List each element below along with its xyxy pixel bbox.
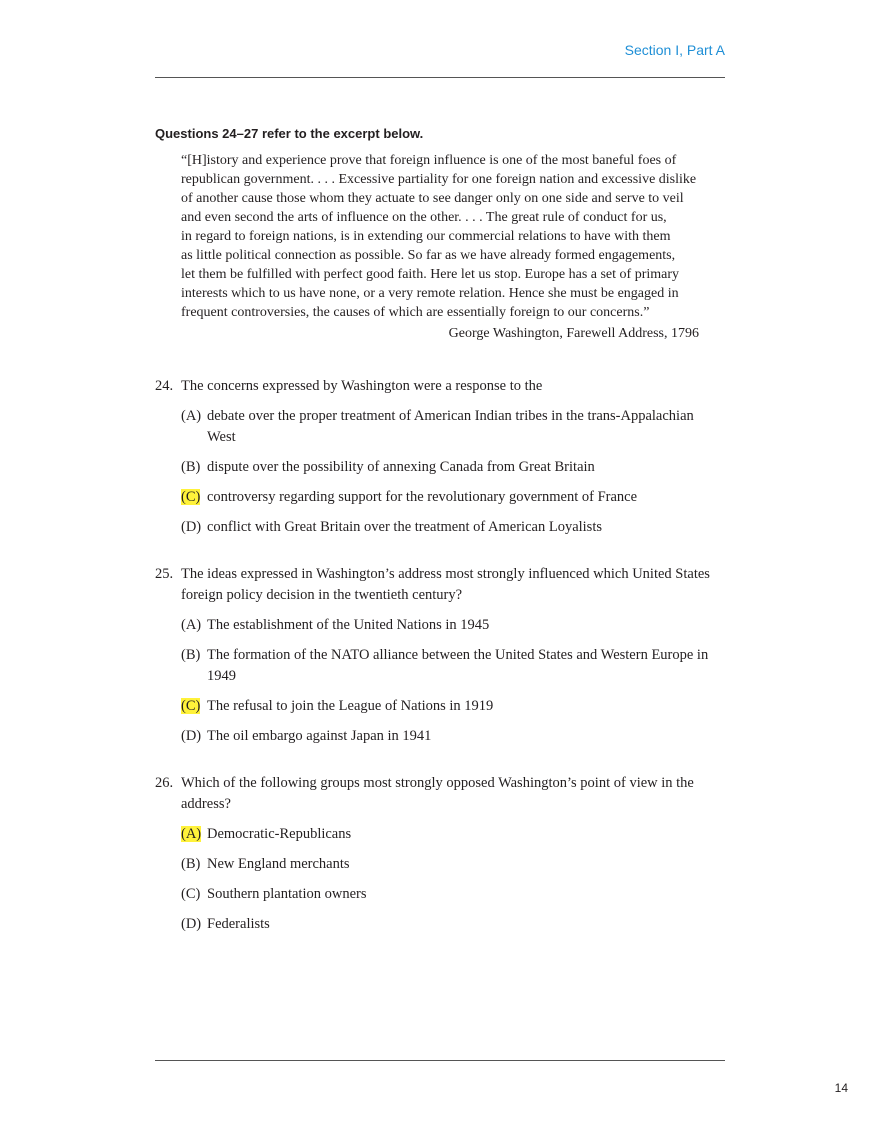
- option-letter: (B): [181, 647, 201, 663]
- question-stem: The concerns expressed by Washington were a response to the: [181, 378, 543, 394]
- answer-options: [155, 406, 715, 538]
- answer-option-a[interactable]: [181, 824, 715, 845]
- answer-option-d[interactable]: [181, 517, 715, 538]
- excerpt-line: frequent controversies, the causes of which are essentially foreign to our concerns.”: [181, 305, 650, 320]
- option-text: The formation of the NATO alliance between the United States and Western Europe in 1949: [207, 647, 709, 684]
- excerpt-line: and even second the arts of influence on the other. . . . The great rule of conduct for us,: [181, 210, 667, 225]
- question-24: [155, 376, 715, 547]
- answer-option-c[interactable]: [181, 884, 715, 905]
- option-text: dispute over the possibility of annexing Canada from Great Britain: [207, 459, 595, 475]
- excerpt-line: as little political connection as possible. So far as we have already formed engagements,: [181, 248, 676, 263]
- answer-option-b[interactable]: [181, 457, 715, 478]
- answer-option-b[interactable]: [181, 854, 715, 875]
- option-text: The oil embargo against Japan in 1941: [207, 728, 432, 744]
- page-number: 14: [834, 1081, 848, 1095]
- option-letter: (A): [181, 617, 202, 633]
- footer-divider: [155, 1060, 725, 1061]
- option-letter: (B): [181, 459, 201, 475]
- excerpt-line: in regard to foreign nations, is in extending our commercial relations to have with them: [181, 229, 671, 244]
- passage-intro: Questions 24–27 refer to the excerpt below.: [155, 126, 424, 141]
- section-label: Section I, Part A: [624, 42, 725, 58]
- option-text: Southern plantation owners: [207, 886, 367, 902]
- option-text: Federalists: [207, 916, 270, 932]
- option-text: Democratic-Republicans: [207, 826, 352, 842]
- option-letter: (A): [181, 408, 202, 424]
- option-letter: (B): [181, 856, 201, 872]
- excerpt-line: “[H]istory and experience prove that foreign influence is one of the most baneful foes of: [181, 153, 677, 168]
- answer-option-c[interactable]: [181, 487, 715, 508]
- answer-option-c[interactable]: [181, 696, 715, 717]
- answer-options: [155, 824, 715, 935]
- option-letter: (D): [181, 916, 202, 932]
- question-stem: The ideas expressed in Washington’s address most strongly influenced which United States foreign policy decision in the twentieth century?: [181, 566, 710, 603]
- excerpt-line: of another cause those whom they actuate to see danger only on one side and serve to veil: [181, 191, 684, 206]
- answer-option-b[interactable]: [181, 645, 715, 687]
- option-letter-highlighted: (C): [181, 698, 201, 714]
- option-text: New England merchants: [207, 856, 350, 872]
- option-text: The refusal to join the League of Nations in 1919: [207, 698, 494, 714]
- question-25: [155, 564, 715, 756]
- answer-option-a[interactable]: [181, 615, 715, 636]
- excerpt-line: republican government. . . . Excessive partiality for one foreign nation and excessive dislike: [181, 172, 697, 187]
- question-number: 26.: [155, 775, 174, 791]
- option-text: conflict with Great Britain over the treatment of American Loyalists: [207, 519, 602, 535]
- answer-options: [155, 615, 715, 747]
- excerpt-line: interests which to us have none, or a very remote relation. Hence she must be engaged in: [181, 286, 679, 301]
- option-letter: (D): [181, 728, 202, 744]
- excerpt-line: let them be fulfilled with perfect good faith. Here let us stop. Europe has a set of primary: [181, 267, 680, 282]
- option-letter: (D): [181, 519, 202, 535]
- header-divider: [155, 77, 725, 78]
- option-letter-highlighted: (A): [181, 826, 202, 842]
- question-stem: Which of the following groups most strongly opposed Washington’s point of view in the address?: [181, 775, 694, 812]
- question-number: 25.: [155, 566, 174, 582]
- option-letter: (C): [181, 886, 201, 902]
- question-26: [155, 773, 715, 944]
- answer-option-a[interactable]: [181, 406, 715, 448]
- answer-option-d[interactable]: [181, 914, 715, 935]
- answer-option-d[interactable]: [181, 726, 715, 747]
- option-text: The establishment of the United Nations in 1945: [207, 617, 490, 633]
- question-number: 24.: [155, 378, 174, 394]
- option-letter-highlighted: (C): [181, 489, 201, 505]
- excerpt-passage: [181, 151, 711, 322]
- option-text: controversy regarding support for the revolutionary government of France: [207, 489, 638, 505]
- excerpt-attribution: George Washington, Farewell Address, 1796: [448, 326, 699, 341]
- option-text: debate over the proper treatment of American Indian tribes in the trans-Appalachian West: [207, 408, 694, 445]
